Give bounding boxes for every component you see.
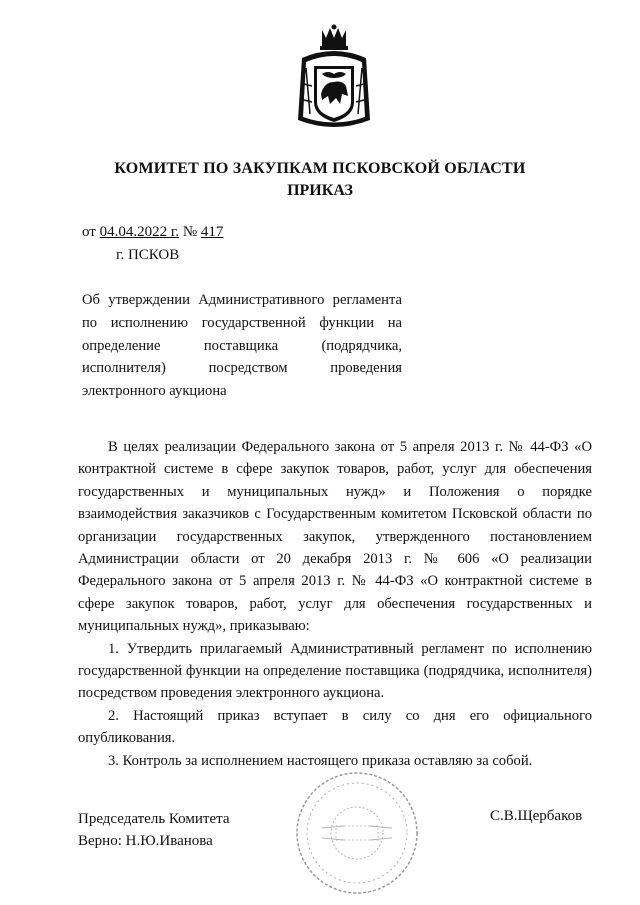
document-number: 417: [200, 224, 224, 240]
document-subject: Об утверждении Административного регламента по исполнению государственной функции на определение поставщика (подрядчика, исполнителя) посредством проведения электронного аукциона: [82, 292, 402, 400]
signatory-position: Председатель Комитета: [78, 811, 230, 827]
stamp-icon: [292, 768, 422, 898]
order-item-2: 2. Настоящий приказ вступает в силу со дня его официального опубликования.: [78, 707, 592, 747]
preamble-paragraph: В целях реализации Федерального закона от 5 апреля 2013 г. № 44-ФЗ «О контрактной системе в сфере закупок товаров, работ, услуг для обеспечения государственных и муниципальных нужд» и Положения о порядке взаимодействия заказчиков с Государственным комитетом Псковской области по организации государственных закупок, утвержденного постановлением Администрации области от 20 декабря 2013 г. № 606 «О реализации Федерального закона от 5 апреля 2013 г. № 44-ФЗ «О контрактной системе в сфере закупок товаров, работ, услуг для обеспечения государственных и муниципальных нужд», приказываю:: [78, 439, 592, 635]
document-body: [78, 436, 592, 772]
date-prefix: от: [82, 224, 100, 240]
signatory-name: С.В.Щербаков: [490, 808, 583, 824]
date-number-line: [82, 224, 223, 241]
number-prefix: №: [179, 224, 201, 240]
order-item-3: 3. Контроль за исполнением настоящего приказа оставляю за собой.: [108, 752, 533, 769]
organization-title: КОМИТЕТ ПО ЗАКУПКАМ ПСКОВСКОЙ ОБЛАСТИ: [114, 160, 526, 177]
order-item-1: 1. Утвердить прилагаемый Административный регламент по исполнению государственной функции на определение поставщика (подрядчика, исполнителя) посредством проведения электронного аукциона.: [78, 640, 592, 702]
city: г. ПСКОВ: [116, 247, 180, 263]
document-type: ПРИКАЗ: [287, 182, 353, 199]
signature-block-left: [78, 808, 230, 852]
coat-of-arms-icon: [292, 24, 376, 136]
document-date: 04.04.2022 г.: [99, 224, 180, 240]
verified-by: Верно: Н.Ю.Иванова: [78, 833, 213, 849]
